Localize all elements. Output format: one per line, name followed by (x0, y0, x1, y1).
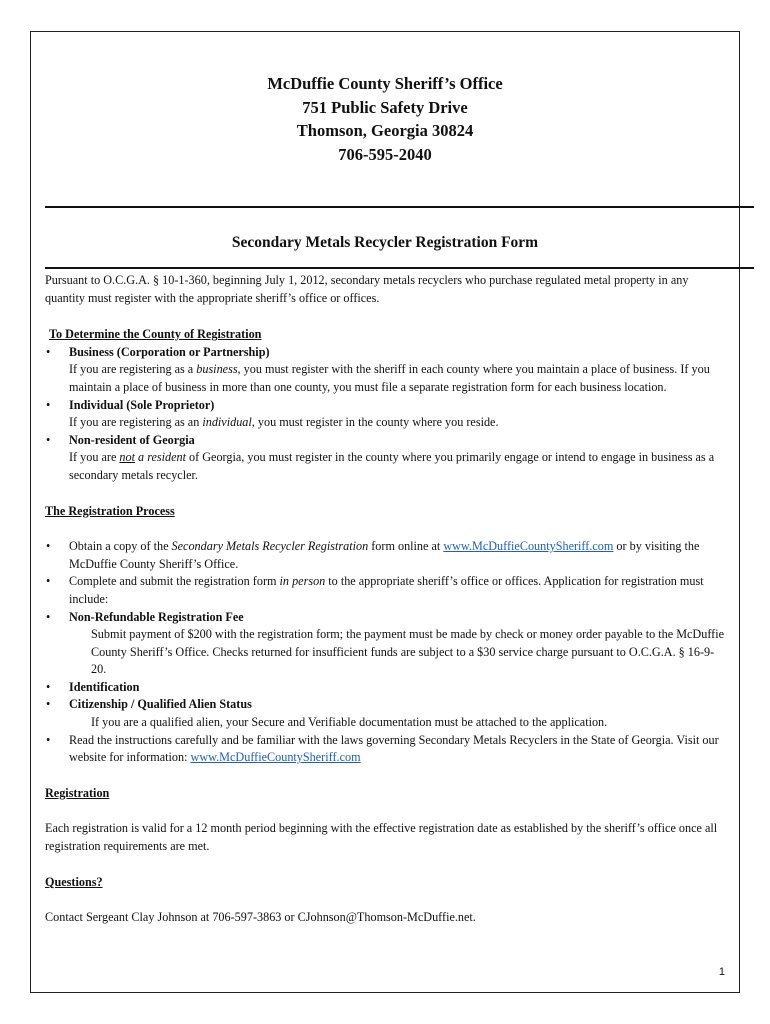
questions-heading: Questions? (45, 874, 103, 889)
county-heading: To Determine the County of Registration (49, 327, 262, 342)
list-item (45, 344, 725, 397)
fee-label: Non-Refundable Registration Fee (69, 609, 244, 624)
list-item (45, 397, 725, 432)
citizenship-text: If you are a qualified alien, your Secure and Verifiable documentation must be attached to the application. (91, 715, 608, 730)
contact-text: Contact Sergeant Clay Johnson at 706-597-3863 or CJohnson@Thomson-McDuffie.net. (45, 910, 476, 925)
citizenship-label: Citizenship / Qualified Alien Status (69, 697, 252, 712)
registration-heading: Registration (45, 785, 110, 800)
office-street: 751 Public Safety Drive (302, 97, 468, 117)
form-content (45, 272, 725, 927)
list-item: • Read the instructions carefully and be familiar with the laws governing Secondary Metals Recyclers in the State of Georgia. Visit our website for information: www.McDuffieCountySheriff.com (45, 732, 725, 767)
office-header (31, 72, 739, 166)
fee-text: Submit payment of $200 with the registration form; the payment must be made by check or money order payable to the McDuffie County Sheriff’s Office. Checks returned for insufficient funds are subject to a $30 service charge pursuant to O.C.G.A. § 16-9-20. (91, 627, 725, 677)
sheriff-website-link[interactable]: www.McDuffieCountySheriff.com (443, 539, 614, 554)
registration-text: Each registration is valid for a 12 month period beginning with the effective registration date as established by the sheriff’s office once all registration requirements are met. (45, 821, 718, 854)
document-page (30, 31, 740, 993)
nonresident-text: If you are not a resident of Georgia, you must register in the county where you primarily engage or intend to engage in business as a secondary metals recycler. (69, 450, 715, 482)
individual-text: If you are registering as an individual, you must register in the county where you reside. (69, 415, 499, 430)
page-number: 1 (718, 966, 725, 978)
office-phone: 706-595-2040 (338, 144, 432, 164)
office-name: McDuffie County Sheriff’s Office (267, 74, 503, 93)
individual-label: Individual (Sole Proprietor) (69, 397, 215, 412)
intro-paragraph: Pursuant to O.C.G.A. § 10-1-360, beginning July 1, 2012, secondary metals recyclers who purchase regulated metal property in any quantity must register with the appropriate sheriff’s office or offices. (45, 273, 689, 305)
office-city: Thomson, Georgia 30824 (296, 121, 474, 140)
list-item (45, 432, 725, 485)
identification-label: Identification (69, 679, 140, 694)
list-item (45, 696, 725, 731)
list-item: • Complete and submit the registration form in person to the appropriate sheriff’s office or offices. Application for registration must include: (45, 573, 725, 608)
nonresident-label: Non-resident of Georgia (69, 432, 195, 447)
list-item (45, 679, 725, 697)
business-label: Business (Corporation or Partnership) (69, 344, 270, 359)
county-list (45, 344, 725, 485)
business-text: If you are registering as a business, you must register with the sheriff in each county where you maintain a place of business. If you maintain a place of business in more than one county, you must file a separate registration form for each business location. (69, 362, 710, 394)
list-item (45, 609, 725, 679)
process-list (45, 538, 725, 767)
list-item: • Obtain a copy of the Secondary Metals Recycler Registration form online at www.McDuffieCountySheriff.com or by visiting the McDuffie County Sheriff’s Office. (45, 538, 725, 573)
title-divider (45, 267, 754, 269)
form-title: Secondary Metals Recycler Registration Form (231, 234, 539, 251)
header-divider (45, 206, 754, 208)
process-heading: The Registration Process (45, 503, 175, 518)
sheriff-website-link[interactable]: www.McDuffieCountySheriff.com (190, 750, 361, 765)
